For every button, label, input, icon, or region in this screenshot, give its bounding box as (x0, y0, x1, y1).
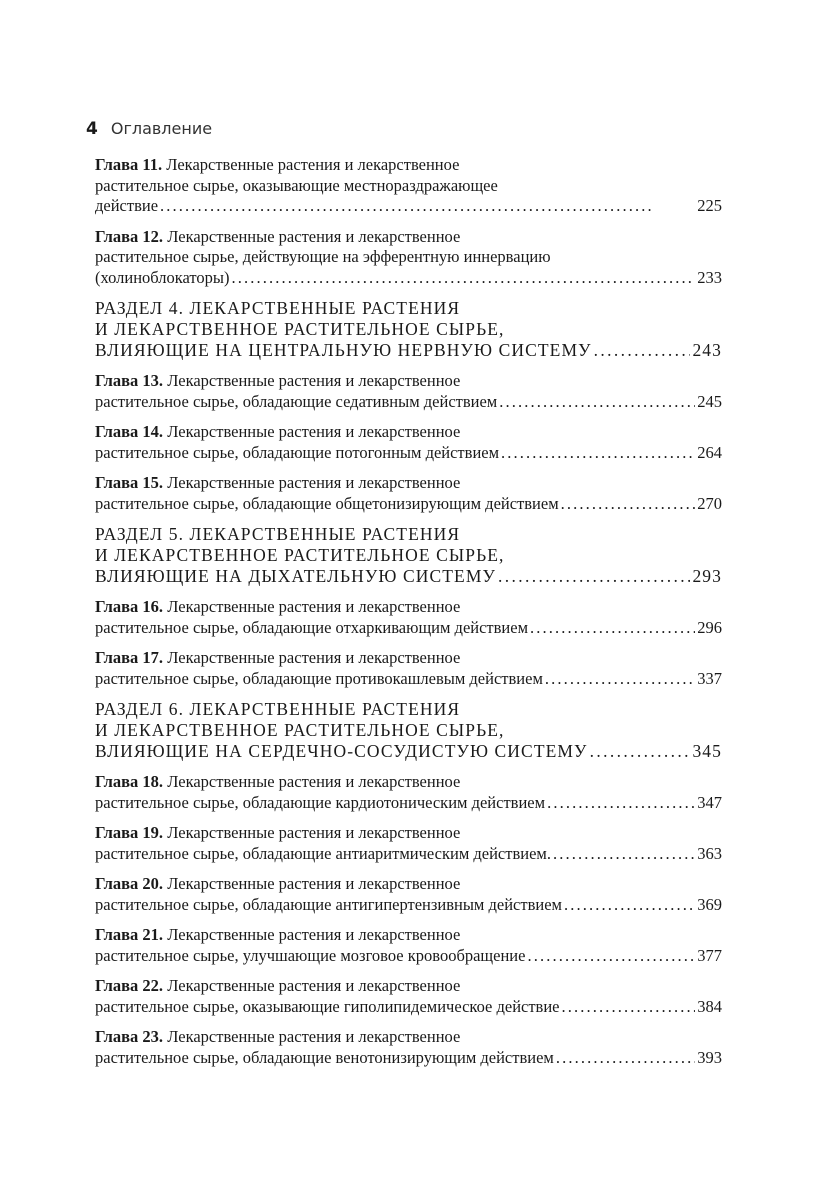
toc-entry-text: растительное сырье, оказывающие гиполипидемическое действие (95, 996, 560, 1016)
toc-section-entry[interactable] (95, 298, 722, 361)
dot-leader (499, 392, 695, 413)
toc-entry-text: Лекарственные растения и лекарственное (167, 772, 461, 791)
dot-leader (556, 1048, 695, 1069)
toc-chapter-label: Глава 12. (95, 226, 164, 246)
page-number: 4 (86, 119, 98, 139)
dot-leader (501, 443, 695, 464)
toc-entry-line (95, 793, 722, 814)
toc-page-number: 384 (697, 996, 722, 1016)
toc-entry-line (95, 298, 722, 319)
toc-entry-text: Лекарственные растения и лекарственное (167, 371, 461, 390)
dot-leader (498, 566, 690, 587)
running-header (86, 119, 212, 139)
toc-entry-line (95, 895, 722, 916)
toc-entry-text: РАЗДЕЛ 5. ЛЕКАРСТВЕННЫЕ РАСТЕНИЯ (95, 524, 461, 544)
toc-entry-text: растительное сырье, оказывающие местнораздражающее (95, 175, 498, 195)
toc-entry-text: Лекарственные растения и лекарственное (167, 226, 461, 246)
toc-entry-line (95, 946, 722, 967)
toc-entry-line (95, 227, 722, 248)
toc-entry-text: Лекарственные растения и лекарственное (167, 648, 461, 667)
toc-entry-text: Лекарственные растения и лекарственное (167, 1027, 461, 1046)
toc-entry-line (95, 925, 722, 946)
toc-entry-line (95, 155, 722, 176)
toc-entry-text: Лекарственные растения и лекарственное (167, 422, 461, 441)
toc-page-number: 369 (697, 894, 722, 914)
toc-entry-line (95, 597, 722, 618)
dot-leader (562, 997, 696, 1018)
toc-entry-line (95, 443, 722, 464)
toc-chapter-entry[interactable] (95, 422, 722, 463)
toc-entry-text: Лекарственные растения и лекарственное (166, 155, 460, 174)
toc-entry-line (95, 176, 722, 197)
toc-entry-text: растительное сырье, обладающие кардиотоническим действием (95, 792, 546, 812)
dot-leader (530, 618, 695, 639)
toc-entry-text: ВЛИЯЮЩИЕ НА ЦЕНТРАЛЬНУЮ НЕРВНУЮ СИСТЕМУ (95, 340, 592, 360)
toc-entry-line (95, 699, 722, 720)
toc-entry-text: растительное сырье, обладающие общетонизирующим действием (95, 493, 559, 513)
toc-entry-text: Лекарственные растения и лекарственное (167, 823, 461, 842)
toc-entry-line (95, 976, 722, 997)
toc-entry-text: РАЗДЕЛ 4. ЛЕКАРСТВЕННЫЕ РАСТЕНИЯ (95, 298, 461, 318)
toc-entry-line (95, 669, 722, 690)
toc-chapter-entry[interactable] (95, 597, 722, 638)
toc-entry-line (95, 844, 722, 865)
toc-entry-text: растительное сырье, обладающие венотонизирующим действием (95, 1047, 554, 1067)
toc-chapter-entry[interactable] (95, 227, 722, 289)
toc-entry-line (95, 494, 722, 515)
dot-leader (561, 494, 696, 515)
toc-entry-line (95, 524, 722, 545)
toc-entry-text: растительное сырье, улучшающие мозговое кровообращение (95, 945, 526, 965)
toc-entry-line (95, 247, 722, 268)
toc-chapter-entry[interactable] (95, 874, 722, 915)
toc-entry-text: И ЛЕКАРСТВЕННОЕ РАСТИТЕЛЬНОЕ СЫРЬЕ, (95, 545, 505, 565)
toc-entry-text: Лекарственные растения и лекарственное (167, 597, 461, 616)
toc-chapter-entry[interactable] (95, 371, 722, 412)
dot-leader (232, 268, 696, 289)
toc-entry-text: (холиноблокаторы) (95, 267, 230, 287)
toc-entry-text: растительное сырье, обладающие антигипертензивным действием (95, 894, 562, 914)
toc-entry-text: растительное сырье, обладающие потогонным действием (95, 442, 500, 462)
toc-chapter-entry[interactable] (95, 648, 722, 689)
toc-chapter-label: Глава 16. (95, 597, 164, 616)
toc-entry-text: растительное сырье, действующие на эфферентную иннервацию (95, 247, 551, 266)
toc-page-number: 264 (697, 442, 722, 462)
toc-page-number: 270 (697, 493, 722, 513)
table-of-contents (95, 155, 722, 1078)
toc-entry-line (95, 473, 722, 494)
toc-entry-line (95, 823, 722, 844)
toc-entry-line (95, 874, 722, 895)
dot-leader (545, 669, 695, 690)
toc-page-number: 233 (697, 267, 722, 287)
toc-entry-text: Лекарственные растения и лекарственное (167, 976, 461, 995)
toc-entry-text: растительное сырье, обладающие седативным действием (95, 391, 498, 411)
toc-page-number: 393 (697, 1047, 722, 1067)
toc-entry-text: ВЛИЯЮЩИЕ НА ДЫХАТЕЛЬНУЮ СИСТЕМУ (95, 566, 496, 586)
toc-page-number: 337 (697, 668, 722, 688)
toc-entry-line (95, 340, 722, 361)
toc-entry-line (95, 422, 722, 443)
toc-entry-text: Лекарственные растения и лекарственное (167, 874, 461, 893)
toc-chapter-label: Глава 13. (95, 371, 164, 390)
running-title: Оглавление (110, 119, 213, 138)
toc-chapter-label: Глава 21. (95, 925, 164, 944)
toc-entry-line (95, 196, 722, 217)
toc-entry-line (95, 371, 722, 392)
toc-entry-line (95, 319, 722, 340)
toc-page-number: 377 (697, 945, 722, 965)
toc-page-number: 345 (692, 741, 722, 761)
toc-chapter-entry[interactable] (95, 1027, 722, 1068)
toc-section-entry[interactable] (95, 699, 722, 762)
toc-page-number: 347 (697, 792, 722, 812)
toc-chapter-label: Глава 15. (95, 473, 164, 492)
toc-chapter-entry[interactable] (95, 772, 722, 813)
toc-chapter-label: Глава 20. (95, 874, 164, 893)
dot-leader (527, 946, 695, 967)
toc-entry-text: Лекарственные растения и лекарственное (167, 925, 461, 944)
toc-entry-line (95, 268, 722, 289)
toc-entry-text: РАЗДЕЛ 6. ЛЕКАРСТВЕННЫЕ РАСТЕНИЯ (95, 699, 461, 719)
toc-chapter-entry[interactable] (95, 473, 722, 514)
dot-leader (160, 196, 695, 217)
toc-page-number: 225 (697, 196, 722, 215)
toc-chapter-label: Глава 18. (95, 772, 164, 791)
dot-leader (590, 741, 691, 762)
toc-section-entry[interactable] (95, 524, 722, 587)
toc-chapter-entry[interactable] (95, 976, 722, 1017)
toc-entry-line (95, 1048, 722, 1069)
toc-entry-line (95, 648, 722, 669)
toc-entry-line (95, 392, 722, 413)
toc-entry-line (95, 618, 722, 639)
toc-entry-text: И ЛЕКАРСТВЕННОЕ РАСТИТЕЛЬНОЕ СЫРЬЕ, (95, 720, 505, 740)
toc-entry-text: Лекарственные растения и лекарственное (167, 473, 461, 492)
toc-page-number: 296 (697, 617, 722, 637)
toc-entry-text: растительное сырье, обладающие противокашлевым действием (95, 668, 543, 688)
toc-entry-text: действие (95, 196, 159, 215)
toc-chapter-label: Глава 14. (95, 422, 164, 441)
toc-entry-line (95, 997, 722, 1018)
toc-entry-line (95, 545, 722, 566)
toc-entry-line (95, 566, 722, 587)
dot-leader (564, 895, 695, 916)
toc-chapter-label: Глава 11. (95, 155, 163, 174)
dot-leader (594, 340, 691, 361)
toc-entry-text: И ЛЕКАРСТВЕННОЕ РАСТИТЕЛЬНОЕ СЫРЬЕ, (95, 319, 505, 339)
toc-entry-text: ВЛИЯЮЩИЕ НА СЕРДЕЧНО-СОСУДИСТУЮ СИСТЕМУ (95, 741, 588, 761)
toc-chapter-entry[interactable] (95, 925, 722, 966)
toc-entry-text: растительное сырье, обладающие отхаркивающим действием (95, 617, 529, 637)
toc-chapter-entry[interactable] (95, 155, 722, 217)
toc-chapter-label: Глава 22. (95, 976, 164, 995)
toc-entry-line (95, 741, 722, 762)
toc-entry-line (95, 772, 722, 793)
toc-chapter-label: Глава 19. (95, 823, 164, 842)
toc-chapter-entry[interactable] (95, 823, 722, 864)
toc-page-number: 363 (697, 843, 722, 863)
toc-chapter-label: Глава 17. (95, 648, 164, 667)
toc-entry-line (95, 720, 722, 741)
toc-chapter-label: Глава 23. (95, 1027, 164, 1046)
toc-entry-line (95, 1027, 722, 1048)
toc-page-number: 293 (692, 566, 722, 586)
dot-leader (553, 844, 695, 865)
toc-entry-text: растительное сырье, обладающие антиаритмическим действием. (95, 843, 551, 863)
dot-leader (547, 793, 695, 814)
toc-page-number: 245 (697, 391, 722, 411)
toc-page-number: 243 (692, 340, 722, 360)
